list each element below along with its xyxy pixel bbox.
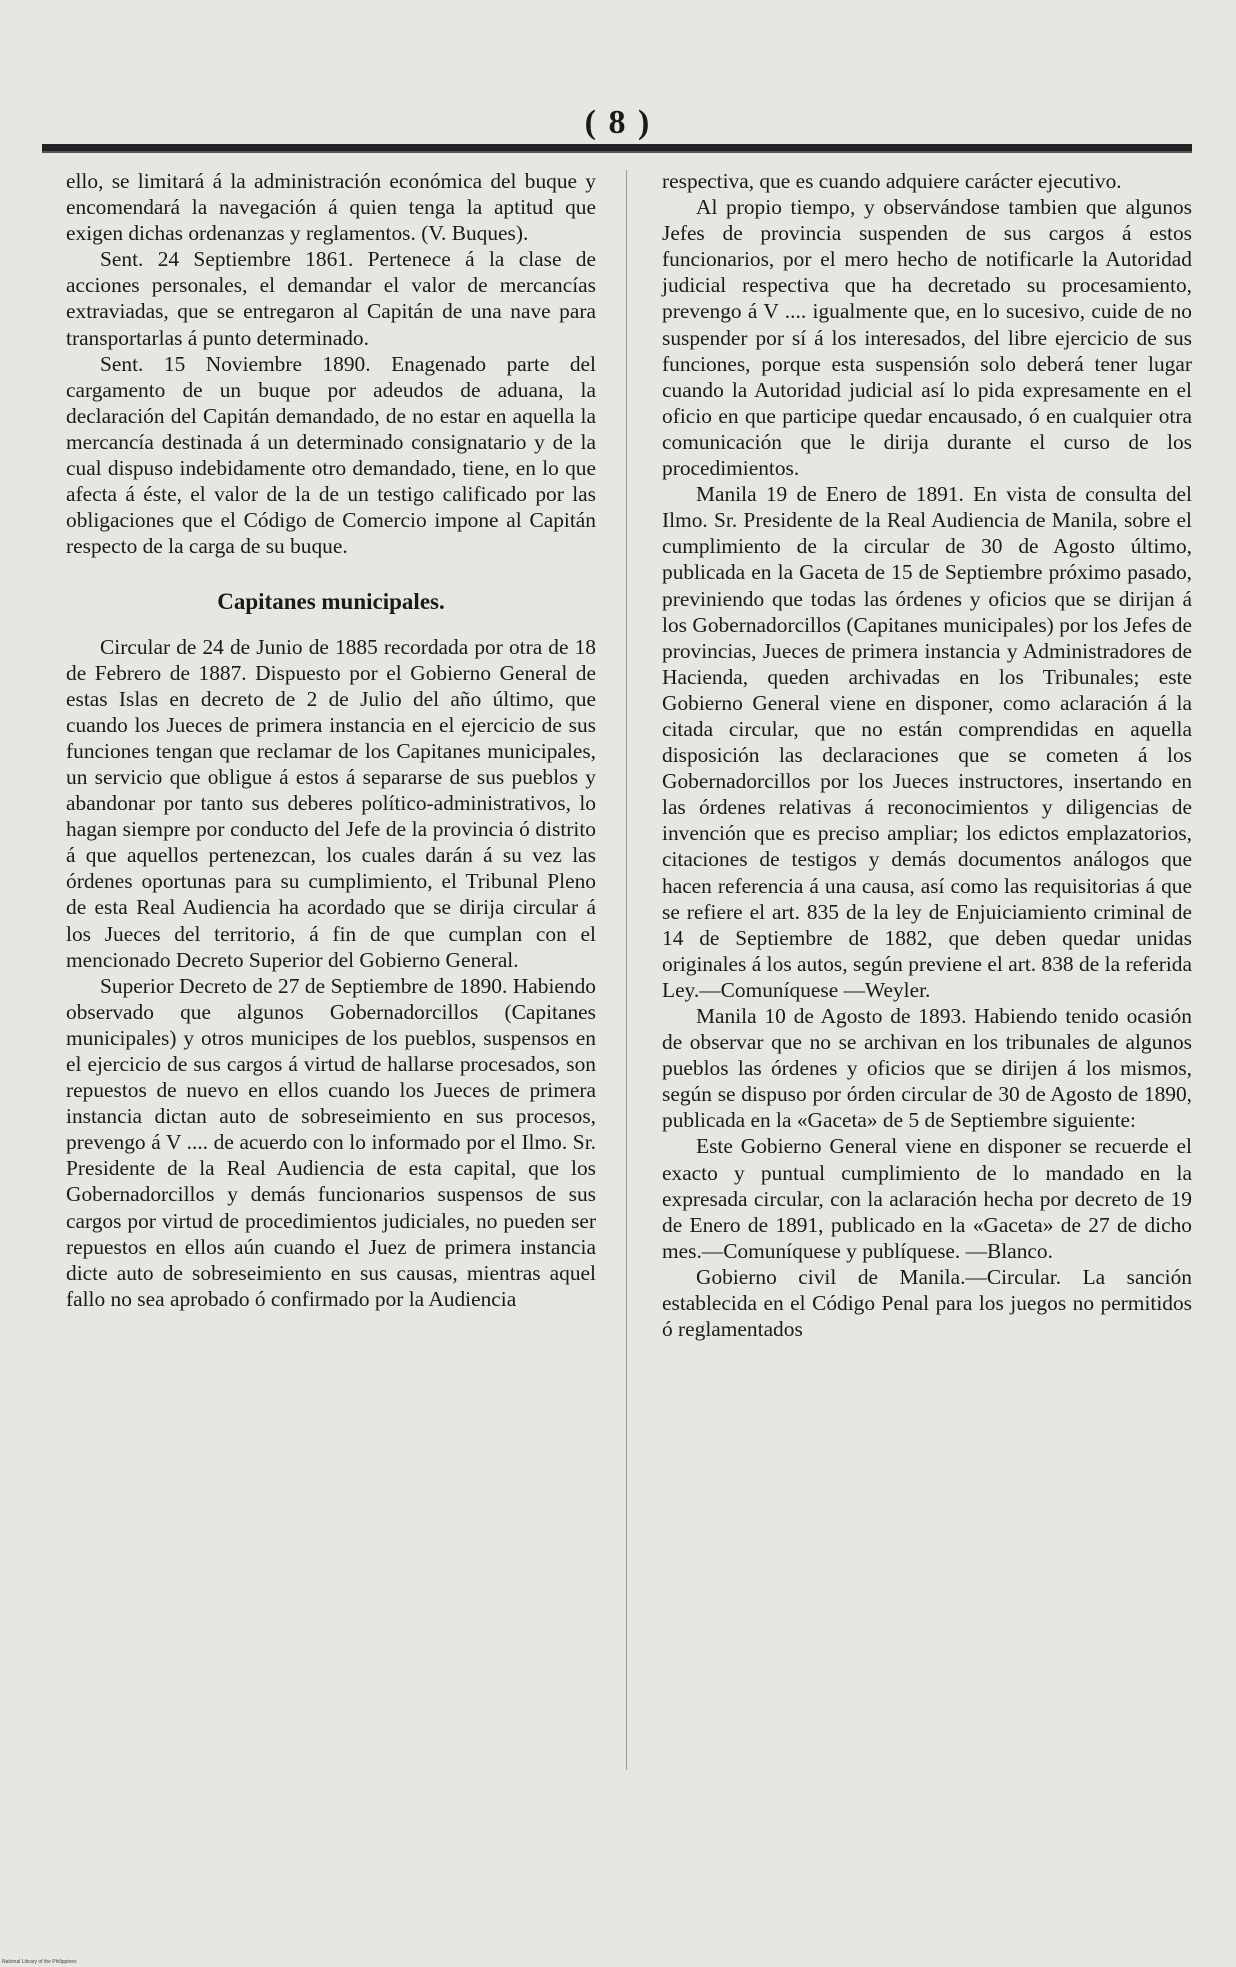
paragraph: Sent. 24 Septiembre 1861. Pertenece á la clase de acciones personales, el demandar el valor de mercancías extraviadas, que se entregaron al Capitán de una nave para transportarlas á punto determinado.	[66, 247, 596, 350]
paragraph: ello, se limitará á la administración económica del buque y encomendará la navegación á quien tenga la aptitud que exigen dichas ordenanzas y reglamentos. (V. Buques).	[66, 169, 596, 246]
left-column	[66, 168, 596, 1312]
paragraph: Este Gobierno General viene en disponer se recuerde el exacto y puntual cumplimiento de lo mandado en la expresada circular, con la aclaración hecha por decreto de 19 de Enero de 1891, publicado en la «Gaceta» de 27 de dicho mes.—Comuníquese y publíquese. —Blanco.	[662, 1134, 1192, 1263]
paragraph: Manila 19 de Enero de 1891. En vista de consulta del Ilmo. Sr. Presidente de la Real Audiencia de Manila, sobre el cumplimiento de la circular de 30 de Agosto último, publicada en la Gaceta de 15 de Septiembre próximo pasado, previniendo que todas las órdenes y oficios que se dirijan á los Gobernadorcillos (Capitanes municipales) por los Jefes de provincias, Jueces de primera instancia y Administradores de Hacienda, queden archivadas en los Tribunales; este Gobierno General viene en disponer, como aclaración á la citada circular, que no están comprendidas en aquella disposición las declaraciones que se cometen á los Gobernadorcillos por los Jueces instructores, insertando en las órdenes relativas á reconocimientos y diligencias de invención que es preciso ampliar; los edictos emplazatorios, citaciones de testigos y demás documentos análogos que hacen referencia á una causa, así como las requisitorias á que se refiere el art. 835 de la ley de Enjuiciamiento criminal de 14 de Septiembre de 1882, que deben quedar unidas originales á los autos, según previene el art. 838 de la referida Ley.—Comuníquese —Weyler.	[662, 482, 1192, 1002]
footer-credit: National Library of the Philippines	[2, 1959, 77, 1965]
paragraph: Gobierno civil de Manila.—Circular. La sanción establecida en el Código Penal para los juegos no permitidos ó reglamentados	[662, 1264, 1192, 1342]
paragraph: Manila 10 de Agosto de 1893. Habiendo tenido ocasión de observar que no se archivan en los tribunales de algunos pueblos las órdenes y oficios que se dirijen á los mismos, según se dispuso por órden circular de 30 de Agosto de 1890, publicada en la «Gaceta» de 5 de Septiembre siguiente:	[662, 1004, 1192, 1133]
paragraph: Sent. 15 Noviembre 1890. Enagenado parte del cargamento de un buque por adeudos de aduana, la declaración del Capitán demandado, de no estar en aquella la mercancía destinada á un determinado consignatario y de la cual dispuso indebidamente otro demandado, tiene, en lo que afecta á éste, el valor de la de un testigo calificado por las obligaciones que el Código de Comercio impone al Capitán respecto de la carga de su buque.	[66, 351, 596, 559]
paragraph: Superior Decreto de 27 de Septiembre de 1890. Habiendo observado que algunos Gobernadorcillos (Capitanes municipales) y otros municipes de los pueblos, suspensos en el ejercicio de sus cargos á virtud de hallarse procesados, son repuestos de nuevo en ellos cuando los Jueces de primera instancia dictan auto de sobreseimiento en sus procesos, prevengo á V .... de acuerdo con lo informado por el Ilmo. Sr. Presidente de la Real Audiencia de esta capital, que los Gobernadorcillos y demás funcionarios suspensos de sus cargos por virtud de procedimientos judiciales, no pueden ser repuestos en ellos aún cuando el Juez de primera instancia dicte auto de sobreseimiento en sus causas, mientras aquel fallo no sea aprobado ó confirmado por la Audiencia	[66, 973, 596, 1311]
section-heading: Capitanes municipales.	[217, 589, 445, 615]
page-number: ( 8 )	[584, 104, 652, 141]
column-divider	[626, 170, 627, 1770]
paragraph: respectiva, que es cuando adquiere carácter ejecutivo.	[662, 169, 1122, 193]
paragraph: Circular de 24 de Junio de 1885 recordada por otra de 18 de Febrero de 1887. Dispuesto por el Gobierno General de estas Islas en decreto de 2 de Julio del año último, que cuando los Jueces de primera instancia en el ejercicio de sus funciones tengan que reclamar de los Capitanes municipales, un servicio que obligue á estos á separarse de sus pueblos y abandonar por tanto sus deberes político-administrativos, lo hagan siempre por conducto del Jefe de la provincia ó distrito á que aquellos pertenezcan, los cuales darán á su vez las órdenes oportunas para su cumplimiento, el Tribunal Pleno de esta Real Audiencia ha acordado que se dirija circular á los Jueces del territorio, á fin de que cumplan con el mencionado Decreto Superior del Gobierno General.	[66, 634, 596, 972]
paragraph: Al propio tiempo, y observándose tambien que algunos Jefes de provincia suspenden de sus cargos á estos funcionarios, por el mero hecho de notificarle la Autoridad judicial respectiva que ha decretado su procesamiento, prevengo á V .... igualmente que, en lo sucesivo, cuide de no suspender por sí á los interesados, del libre ejercicio de sus funciones, porque esta suspensión solo deberá tener lugar cuando la Autoridad judicial así lo pida expresamente en el oficio en que participe quedar encausado, ó en cualquier otra comunicación que le dirija durante el curso de los procedimientos.	[662, 195, 1192, 481]
header-rule	[42, 144, 1192, 153]
right-column	[662, 168, 1192, 1342]
